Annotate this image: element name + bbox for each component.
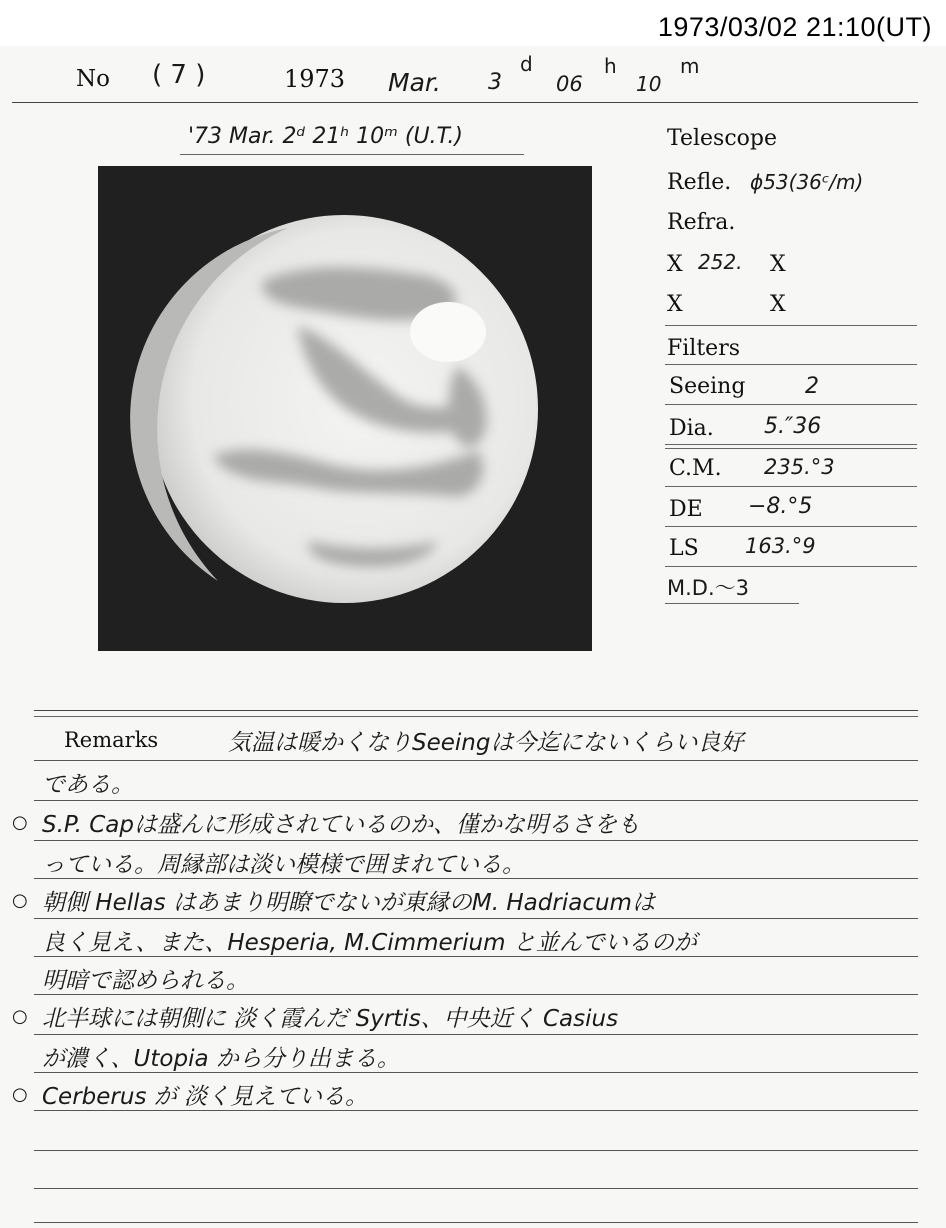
remarks-rule-empty xyxy=(34,1222,918,1223)
remarks-rule xyxy=(34,878,918,879)
number-value: ( 7 ) xyxy=(152,60,206,90)
ls-value: 163.°9 xyxy=(745,534,816,558)
cm-label: C.M. xyxy=(669,456,722,481)
header-day: 3 xyxy=(488,70,502,95)
seeing-value: 2 xyxy=(805,374,819,399)
panel-rule-3 xyxy=(665,404,917,405)
magnification-1-value: 252. xyxy=(698,250,743,274)
remarks-rule xyxy=(34,918,918,919)
de-value: −8.°5 xyxy=(748,494,813,519)
remark-line-4: っている。周縁部は淡い模様で囲まれている。 xyxy=(42,852,525,878)
polar-cap xyxy=(410,302,486,362)
remarks-rule xyxy=(34,800,918,801)
panel-rule-4a xyxy=(665,444,917,445)
panel-rule-7 xyxy=(665,566,917,567)
remarks-top-rule-1 xyxy=(34,710,918,711)
remark-line-6: 良く見え、また、Hesperia, M.Cimmerium と並んでいるのが xyxy=(42,930,697,956)
filters-label: Filters xyxy=(667,336,741,361)
remark-line-3: S.P. Capは盛んに形成されているのか、僅かな明るさをも xyxy=(42,812,640,838)
de-label: DE xyxy=(669,497,703,522)
remark-line-7: 明暗で認められる。 xyxy=(42,968,249,994)
panel-rule-6 xyxy=(665,526,917,527)
remarks-rule xyxy=(34,994,918,995)
seeing-label: Seeing xyxy=(669,374,746,399)
bullet-icon: ○ xyxy=(12,1006,28,1027)
observation-time-underline xyxy=(180,154,524,155)
dia-label: Dia. xyxy=(669,416,714,441)
magnification-3-label: X xyxy=(667,292,683,317)
remark-line-5: 朝側 Hellas はあまり明瞭でないが東縁のM. Hadriacumは xyxy=(42,890,655,916)
remarks-top-rule-2 xyxy=(34,716,918,717)
refle-label: Refle. xyxy=(667,170,732,195)
remarks-rule xyxy=(34,1110,918,1111)
remarks-rule xyxy=(34,840,918,841)
magnification-4-label: X xyxy=(770,292,786,317)
telescope-label: Telescope xyxy=(667,126,777,151)
panel-rule-5 xyxy=(665,486,917,487)
panel-rule-4b xyxy=(665,448,917,449)
md-underline xyxy=(665,603,799,604)
header-day-unit: d xyxy=(520,52,533,76)
remarks-rule xyxy=(34,1072,918,1073)
dia-value: 5.″36 xyxy=(764,414,822,439)
number-label: No xyxy=(76,66,110,92)
md-value: M.D.～3 xyxy=(667,576,750,600)
bullet-icon: ○ xyxy=(12,890,28,911)
ls-label: LS xyxy=(669,536,699,561)
remark-line-1: 気温は暖かくなりSeeingは今迄にないくらい良好 xyxy=(228,730,744,756)
refle-value: ϕ53(36ᶜ/m) xyxy=(750,170,864,194)
bullet-icon: ○ xyxy=(12,812,28,833)
remarks-label: Remarks xyxy=(64,728,159,752)
header-year: 1973 xyxy=(284,65,346,93)
remarks-rule xyxy=(34,1034,918,1035)
header-month: Mar. xyxy=(388,68,441,97)
header-hour: 06 xyxy=(556,72,583,96)
cm-value: 235.°3 xyxy=(764,455,835,479)
panel-rule-1 xyxy=(665,325,917,326)
remark-line-9: が濃く、Utopia から分り出まる。 xyxy=(42,1046,400,1072)
mars-drawing xyxy=(98,166,592,651)
timestamp-stamp: 1973/03/02 21:10(UT) xyxy=(657,12,932,42)
remark-line-8: 北半球には朝側に 淡く霞んだ Syrtis、中央近く Casius xyxy=(42,1006,619,1032)
magnification-1-label: X xyxy=(667,252,683,277)
bullet-icon: ○ xyxy=(12,1084,28,1105)
refra-label: Refra. xyxy=(667,210,736,235)
remarks-rule-empty xyxy=(34,1188,918,1189)
remarks-rule xyxy=(34,760,918,761)
header-minute: 10 xyxy=(636,72,662,96)
header-hour-unit: h xyxy=(604,54,617,78)
remark-line-2: である。 xyxy=(42,772,134,798)
remarks-rule xyxy=(34,956,918,957)
panel-rule-2 xyxy=(665,364,917,365)
header-rule xyxy=(12,102,918,103)
remark-line-10: Cerberus が 淡く見えている。 xyxy=(42,1084,369,1110)
observation-time: '73 Mar. 2ᵈ 21ʰ 10ᵐ (U.T.) xyxy=(188,124,463,149)
remarks-rule-empty xyxy=(34,1150,918,1151)
header-minute-unit: m xyxy=(680,54,700,78)
mars-disk-svg xyxy=(98,166,592,651)
magnification-2-label: X xyxy=(770,252,786,277)
